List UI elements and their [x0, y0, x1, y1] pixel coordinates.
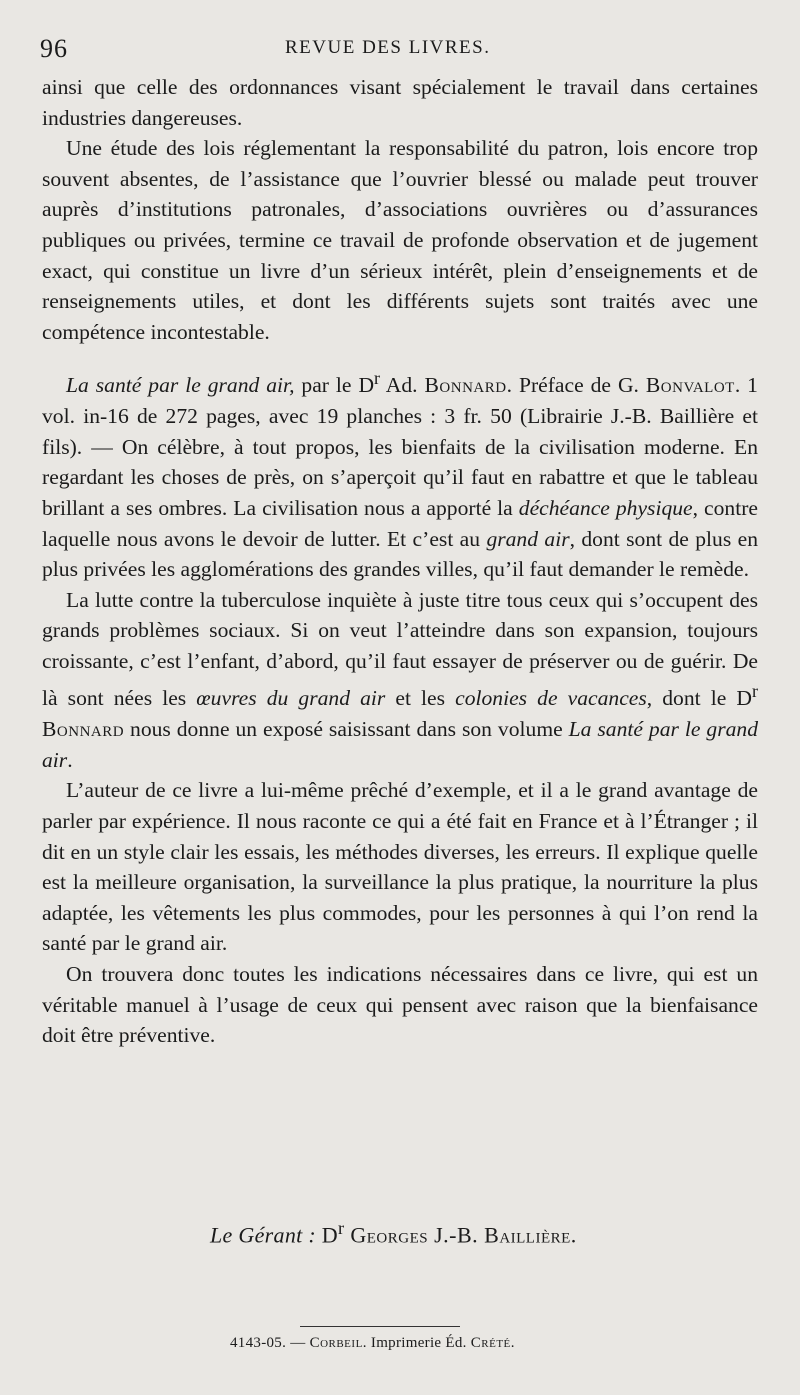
doctor-sup: r — [374, 368, 381, 389]
imprint-city: Corbeil — [309, 1335, 363, 1351]
review-details: . 1 vol. in-16 de 272 pages, avec 19 planches : 3 fr. 50 (Librairie J.-B. Baillière et fils). — On célèbre, à tout propos, les bienfaits de la civilisation moderne. En regardant les choses de près, on s’aperçoit qu’il faut en rabattre et que le tableau brillant a ses ombres. La civilisation nous a apporté la — [42, 373, 758, 520]
italic-decheance: déchéance physique — [518, 495, 693, 520]
footer-rule — [300, 1326, 460, 1327]
paragraph-tuberculose — [42, 585, 758, 776]
paragraph-1: ainsi que celle des ordonnances visant spécialement le travail dans certaines industries dangereuses. — [42, 75, 758, 130]
imprint-number: 4143-05. — [230, 1335, 287, 1351]
italic-colonies: colonies de vacances — [455, 686, 647, 711]
signature-prefix: D — [315, 1222, 338, 1248]
review-mid: , contre laquelle nous avons le devoir de lutter. Et c’est au — [42, 495, 758, 551]
book-title: La santé par le grand air, — [66, 373, 295, 398]
imprint-printer-name: Crété — [470, 1335, 511, 1351]
italic-volume-title: La santé par le grand air — [42, 717, 759, 772]
signature-name: Georges J.-B. Baillière. — [344, 1222, 577, 1248]
p4-mid3: nous donne un exposé saisissant dans son volume — [124, 717, 569, 742]
preface-text: . Préface de G. — [506, 373, 646, 398]
p4-mid2: , dont le D — [646, 686, 752, 711]
paragraph-conclusion: On trouvera donc toutes les indications nécessaires dans ce livre, qui est un véritable manuel à l’usage de ceux qui pensent avec raison que la bienfaisance doit être préventive. — [42, 962, 758, 1048]
page-header — [40, 34, 760, 64]
paragraph-book-review — [42, 363, 758, 584]
page-number: 96 — [40, 34, 68, 63]
author-prefix: Ad. — [380, 373, 425, 398]
by-text: par le D — [294, 373, 375, 398]
paragraph-auteur: L’auteur de ce livre a lui-même prêché d’exemple, et il a le grand avantage de parler par expérience. Il nous raconte ce qui a été fait en France et à l’Étranger ; il dit en un style clair les essais, les méthodes diverses, les erreurs. Il explique quelle est la meilleure organisation, la surveillance la plus pratique, la nourriture la plus adaptée, les vêtements les plus commodes, pour les personnes à qui l’on rend la santé par le grand air. — [42, 778, 758, 956]
body-text — [42, 72, 758, 1051]
author-name-2: Bonnard — [42, 717, 125, 742]
imprint-dash: — — [286, 1335, 310, 1351]
imprint-end: . — [510, 1335, 515, 1351]
p4-start: La lutte contre la tuberculose inquiète à juste titre tous ceux qui s’occupent des grands problèmes sociaux. Si on veut l’atteindre dans son expansion, toujours croissante, c’est l’enfant, d’abord, qu’il faut essayer de préserver ou de guérir. De là sont nées les — [42, 587, 758, 711]
review-end: , dont sont de plus en plus privées les agglomérations des grandes villes, qu’il faut demander le remède. — [42, 526, 758, 582]
signature — [210, 1218, 577, 1248]
running-title: REVUE DES LIVRES. — [285, 37, 491, 58]
p4-mid: et les — [385, 686, 456, 711]
italic-grand-air: grand air — [486, 526, 570, 551]
italic-oeuvres: œuvres du grand air — [196, 686, 386, 711]
p4-end: . — [67, 747, 73, 772]
signature-sup: r — [337, 1218, 345, 1238]
paragraph-2: Une étude des lois réglementant la responsabilité du patron, lois encore trop souvent absentes, de l’assistance que l’ouvrier blessé ou malade peut trouver auprès d’institutions patronales, d’associations ouvrières ou d’assurances publiques ou privées, termine ce travail de profonde observation et de jugement exact, qui constitue un livre d’un sérieux intérêt, plein d’enseignements et de renseignements utiles, et dont les différents sujets sont traités avec une compétence incontestable. — [42, 136, 758, 344]
preface-author: Bonvalot — [645, 373, 735, 398]
printer-imprint — [230, 1335, 515, 1352]
author-name: Bonnard — [424, 373, 507, 398]
imprint-printer: . Imprimerie Éd. — [362, 1335, 471, 1351]
doctor-sup-2: r — [751, 681, 758, 702]
signature-label: Le Gérant : — [210, 1222, 316, 1248]
